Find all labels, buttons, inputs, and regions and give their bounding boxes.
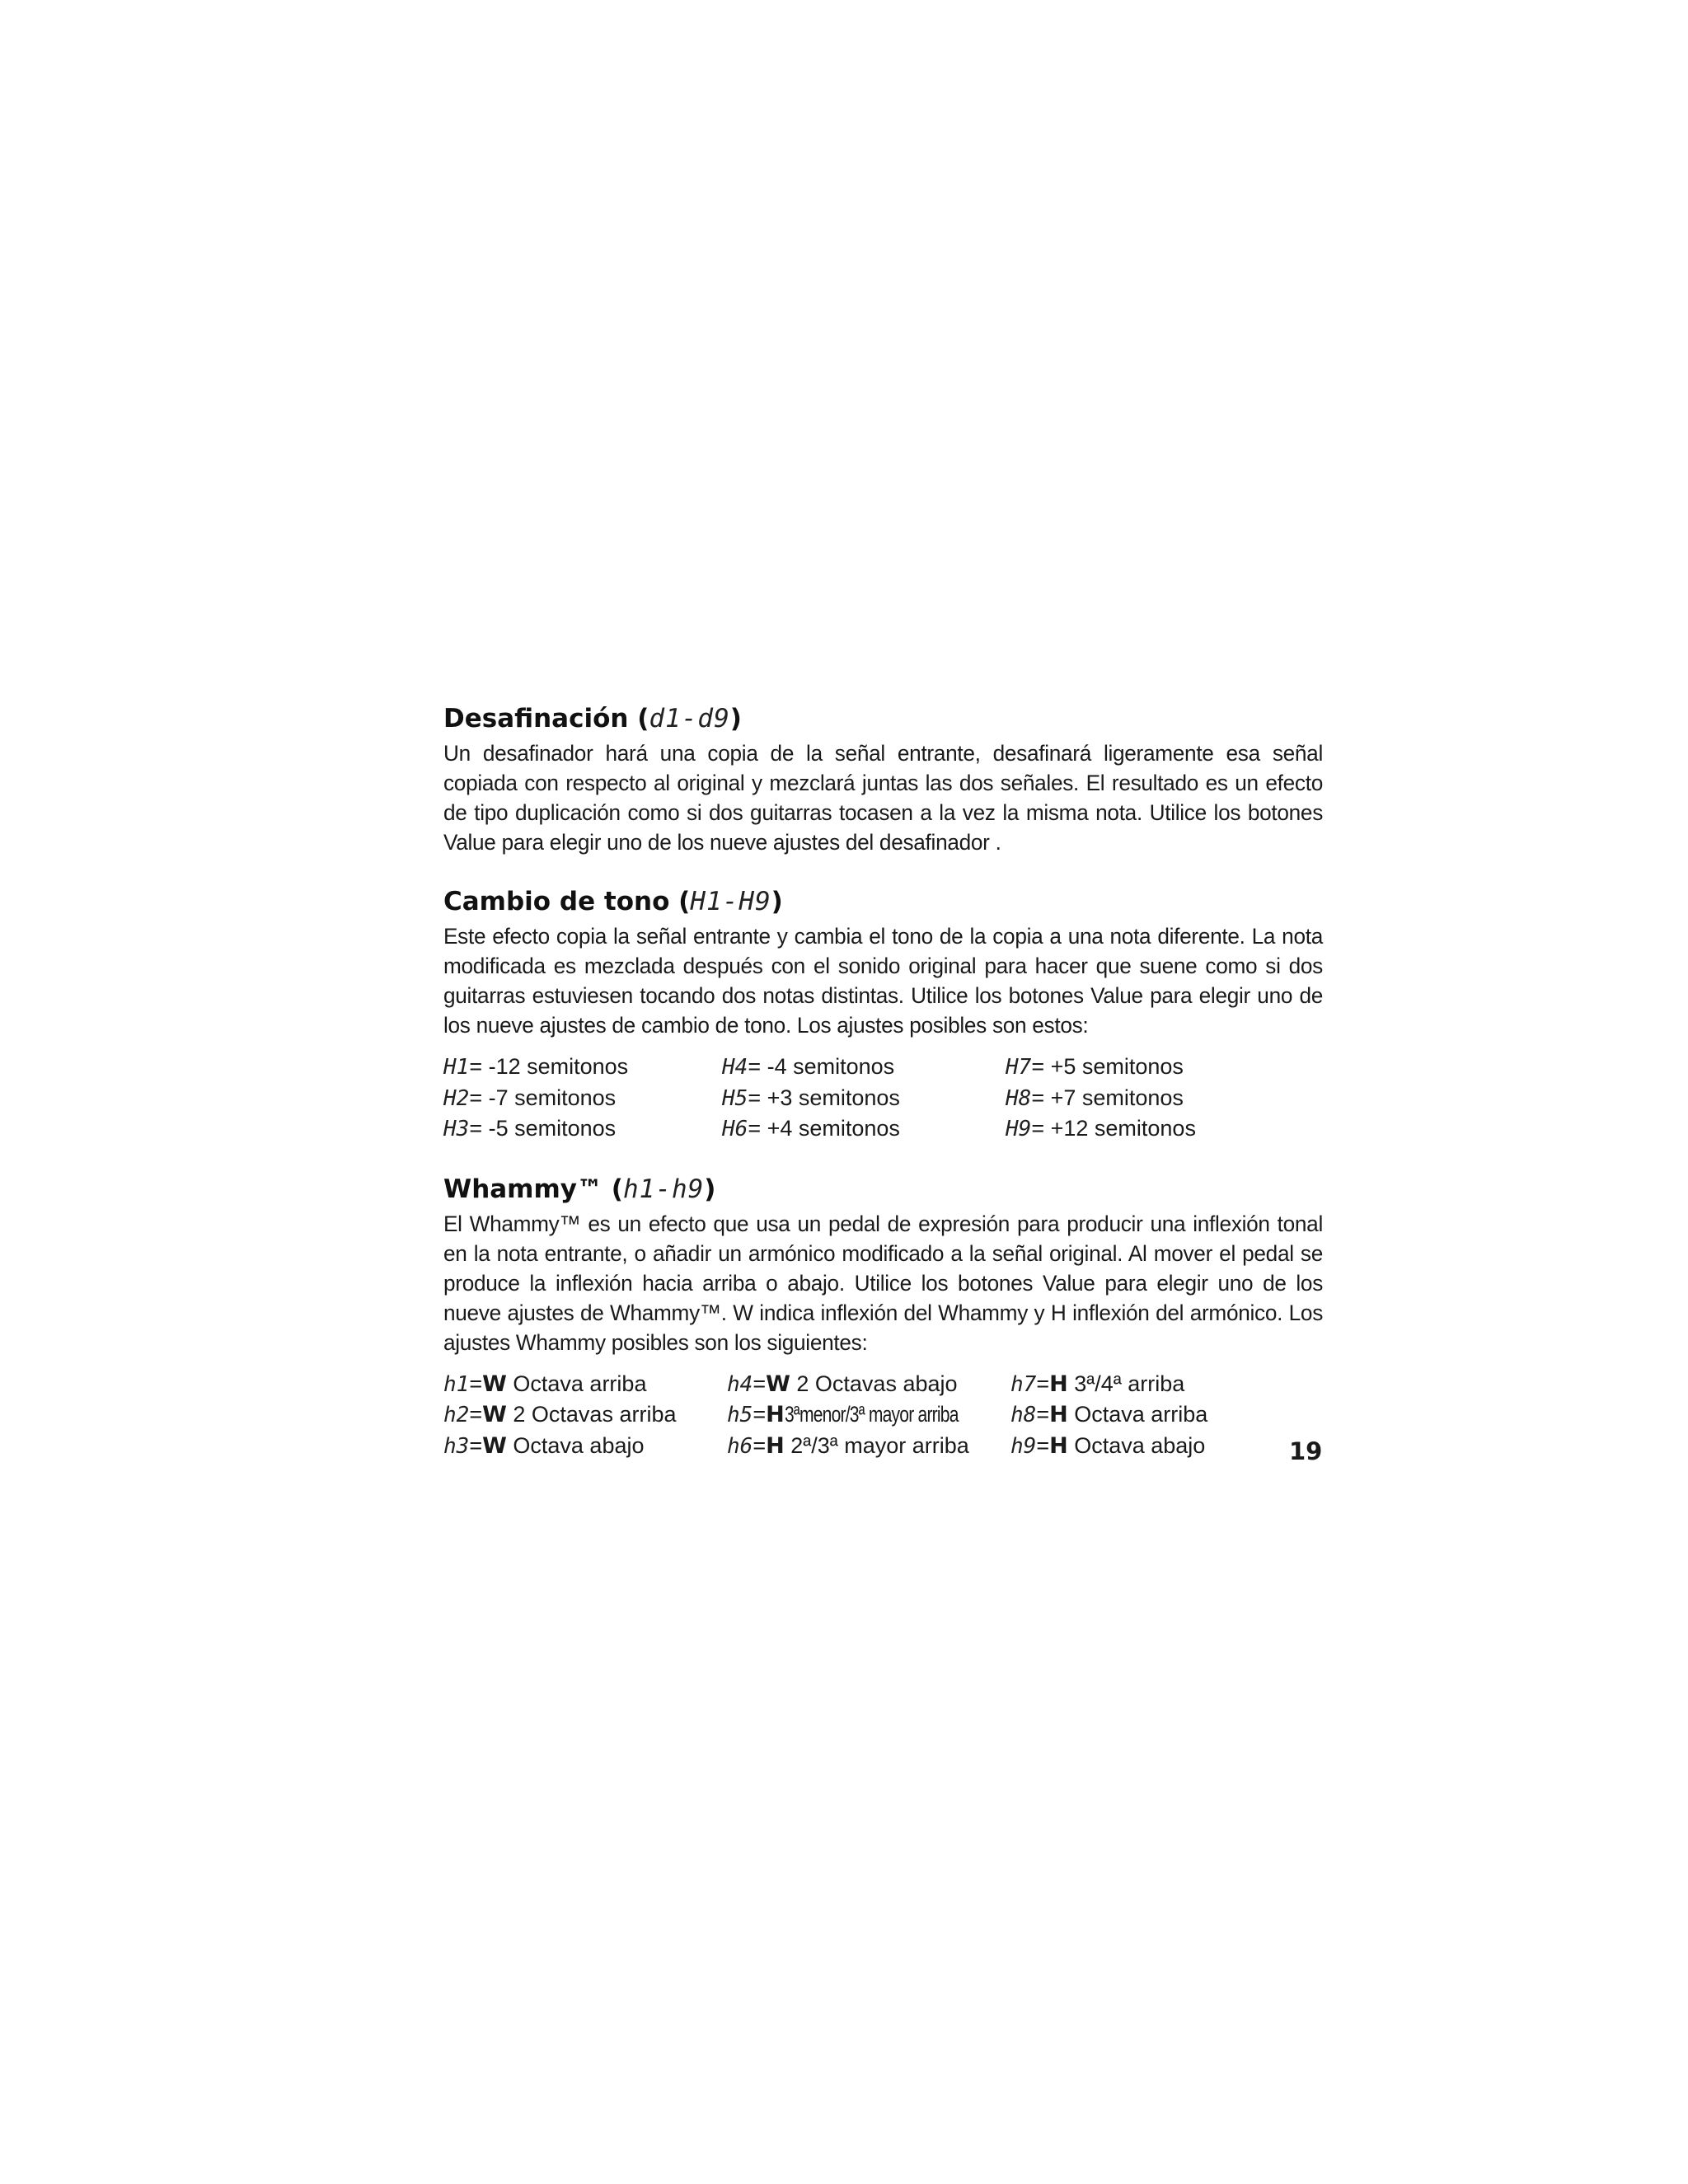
section-title: Cambio de tono (H1-H9) — [443, 887, 783, 916]
setting-item: h6=H 2ª/3ª mayor arriba — [727, 1432, 969, 1459]
setting-item: h9=H Octava abajo — [1010, 1432, 1206, 1459]
setting-item: H7= +5 semitonos — [1006, 1054, 1184, 1080]
section-title: Whammy™ (h1-h9) — [443, 1174, 716, 1204]
setting-item: H3= -5 semitonos — [443, 1116, 617, 1141]
setting-item: h3=W Octava abajo — [443, 1432, 645, 1459]
lcd-code: H1-H9 — [690, 887, 771, 916]
setting-item: h1=W Octava arriba — [443, 1371, 647, 1397]
setting-item: h5=H3ªmenor/3ª mayor arriba — [727, 1402, 959, 1427]
section-body: El Whammy™ es un efecto que usa un pedal de expresión para producir una inflexión tonal en la nota entrante, o añadir un armónico modificado a la señal original. Al mover el pedal se produce la inflexión hacia arriba o abajo. Utilice los botones Value para elegir uno de los nueve ajustes de Whammy™. W indica inflexión del Whammy y H inflexión del armónico. Los ajustes Whammy posibles son los siguientes: — [443, 1211, 1323, 1355]
section-desafinacion — [443, 702, 1327, 857]
setting-item: H9= +12 semitonos — [1006, 1116, 1196, 1141]
setting-item: H6= +4 semitonos — [722, 1116, 900, 1141]
section-body: Un desafinador hará una copia de la señal entrante, desafinará ligeramente esa señal copiada con respecto al original y mezclará juntas las dos señales. El resultado es un efecto de tipo duplicación como si dos guitarras tocasen a la vez la misma nota. Utilice los botones Value para elegir uno de los nueve ajustes del desafinador . — [443, 741, 1323, 855]
lcd-code: d1-d9 — [649, 704, 730, 733]
setting-item: h4=W 2 Octavas abajo — [727, 1371, 958, 1397]
setting-item: h2=W 2 Octavas arriba — [443, 1402, 677, 1427]
pitch-settings-table — [443, 1052, 1327, 1145]
lcd-code: h1-h9 — [622, 1174, 705, 1204]
setting-item: h8=H Octava arriba — [1010, 1402, 1208, 1427]
section-whammy — [443, 1173, 1327, 1462]
page-number: 19 — [1289, 1437, 1323, 1465]
page-content — [443, 702, 1327, 1489]
setting-item: H5= +3 semitonos — [722, 1085, 900, 1111]
whammy-settings-table — [443, 1369, 1327, 1462]
setting-item: H8= +7 semitonos — [1006, 1085, 1184, 1111]
section-body: Este efecto copia la señal entrante y cambia el tono de la copia a una nota diferente. La nota modificada es mezclada después con el sonido original para hacer que suene como si dos guitarras estuviesen tocando dos notas distintas. Utilice los botones Value para elegir uno de los nueve ajustes de cambio de tono. Los ajustes posibles son estos: — [443, 924, 1323, 1038]
setting-item: H4= -4 semitonos — [722, 1054, 895, 1080]
setting-item: h7=H 3ª/4ª arriba — [1010, 1371, 1185, 1397]
setting-item: H2= -7 semitonos — [443, 1085, 617, 1111]
setting-item: H1= -12 semitonos — [443, 1054, 629, 1080]
section-cambio-de-tono — [443, 885, 1327, 1145]
section-title: Desafinación (d1-d9) — [443, 704, 742, 733]
